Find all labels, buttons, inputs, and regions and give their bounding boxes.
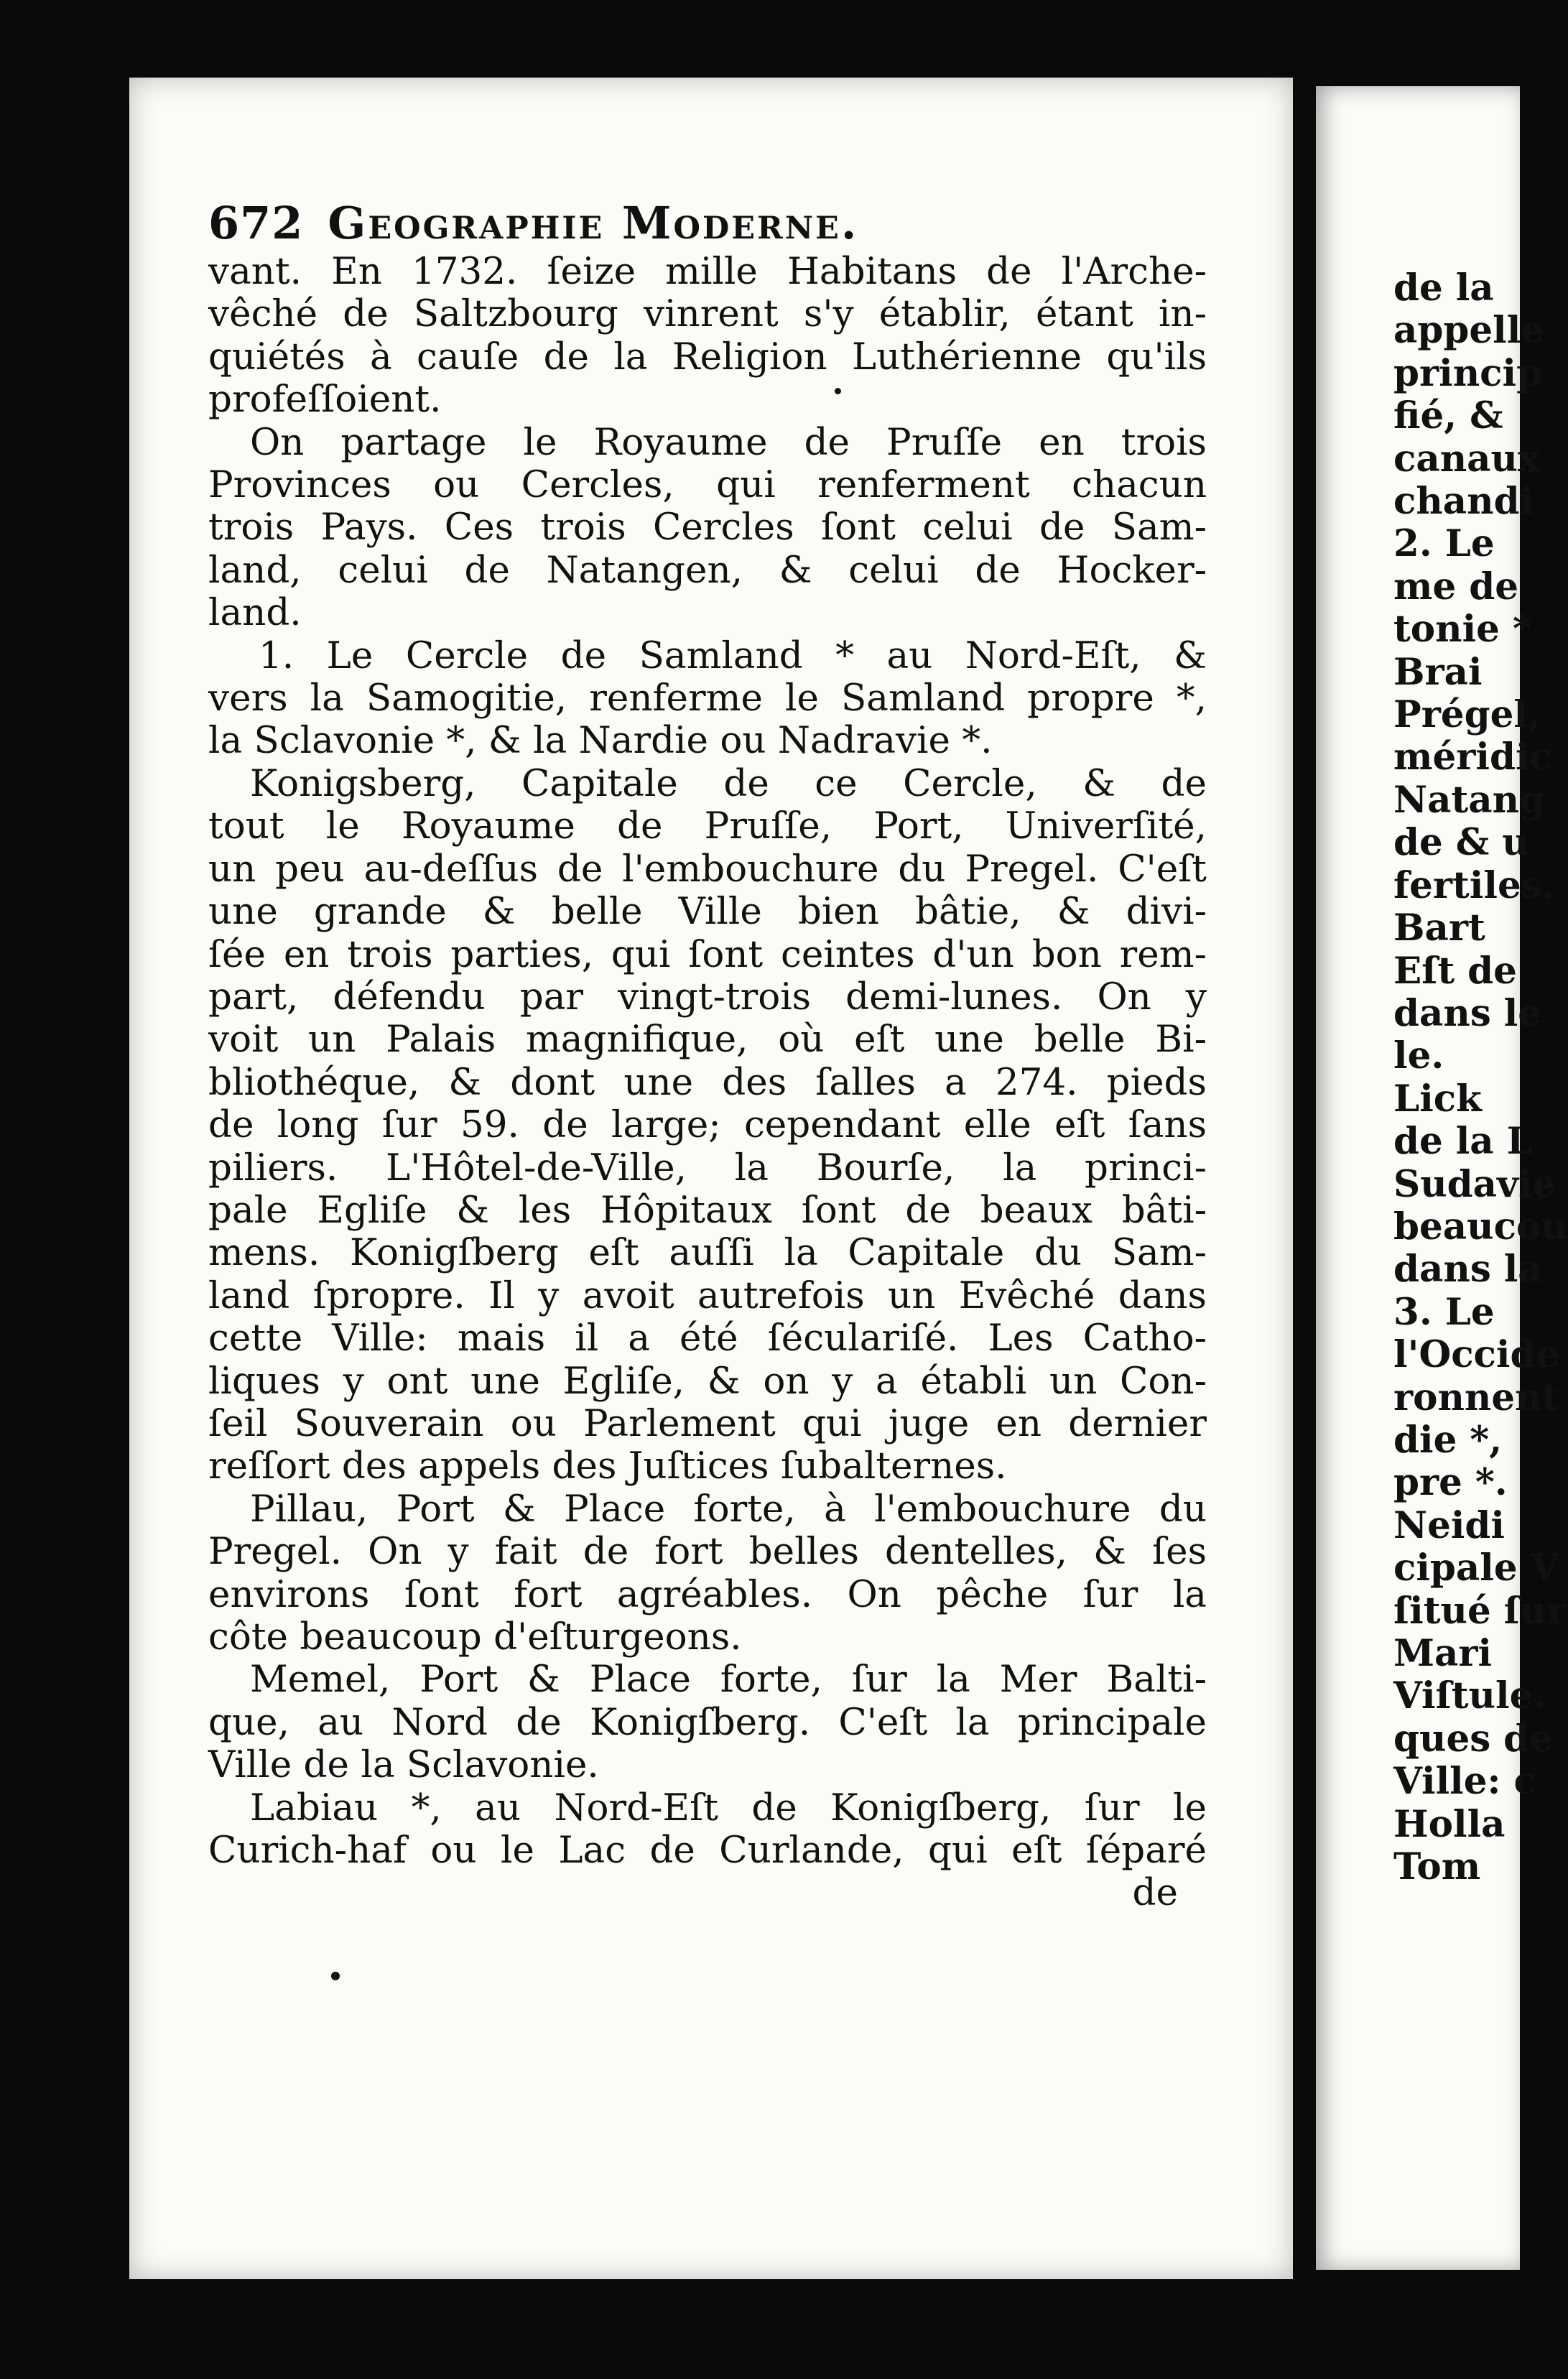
text-line-fragment: de la L (1393, 1120, 1533, 1164)
text-line-fragment: dans le (1393, 991, 1542, 1035)
text-line: Memel, Port & Place forte, ſur la Mer Balti- (250, 1658, 1207, 1702)
text-line: de long ſur 59. de large; cependant elle eſt ſans (208, 1103, 1207, 1147)
text-line-fragment: princip (1393, 351, 1543, 395)
text-line: profeſſoient. (208, 378, 442, 422)
text-line-fragment: fertiles. (1393, 863, 1555, 907)
text-line-fragment: Bart (1393, 906, 1485, 950)
text-line: mens. Konigſberg eſt auſſi la Capitale du Sam- (208, 1231, 1207, 1275)
text-line-fragment: 3. Le (1393, 1290, 1495, 1334)
text-line: Ville de la Sclavonie. (208, 1743, 599, 1787)
text-line: cette Ville: mais il a été ſéculariſé. Les Catho- (208, 1317, 1207, 1360)
text-line-fragment: cipale V (1393, 1546, 1559, 1590)
text-line: côte beaucoup d'eſturgeons. (208, 1615, 742, 1659)
text-line: piliers. L'Hôtel-de-Ville, la Bourſe, la princi- (208, 1146, 1207, 1190)
running-title: Geographie Moderne. (328, 197, 859, 249)
text-line: Curich-haf ou le Lac de Curlande, qui eſt ſéparé (208, 1829, 1207, 1873)
running-header (208, 198, 1207, 249)
text-line-fragment: 2. Le (1393, 522, 1495, 566)
text-line: Labiau *, au Nord-Eſt de Konigſberg, ſur le (250, 1786, 1207, 1830)
text-line: bliothéque, & dont une des ſalles a 274. pieds (208, 1060, 1207, 1104)
text-line: Provinces ou Cercles, qui renferment chacun (208, 463, 1207, 507)
text-line-fragment: me de (1393, 565, 1518, 608)
text-line: quiétés à cauſe de la Religion Luthérienne qu'ils (208, 335, 1207, 379)
text-line: Pregel. On y fait de fort belles dentelles, & ſes (208, 1530, 1207, 1574)
text-line: que, au Nord de Konigſberg. C'eſt la principale (208, 1700, 1207, 1744)
text-line-fragment: Sudavie (1393, 1162, 1557, 1206)
text-line-fragment: Lick (1393, 1077, 1482, 1121)
text-line: land. (208, 591, 302, 635)
text-line-fragment: de & u (1393, 821, 1529, 865)
text-line: Konigsberg, Capitale de ce Cercle, & de (250, 761, 1207, 805)
text-line-fragment: Prégel, (1393, 693, 1541, 737)
ink-speck (835, 388, 841, 394)
text-line: pale Egliſe & les Hôpitaux ſont de beaux bâti- (208, 1188, 1207, 1232)
text-line: land ſpropre. Il y avoit autrefois un Evêché dans (208, 1274, 1207, 1317)
text-line: reſſort des appels des Juſtices ſubalternes. (208, 1444, 1007, 1488)
text-line-fragment: tonie * (1393, 608, 1532, 651)
text-line: trois Pays. Ces trois Cercles ſont celui de Sam- (208, 506, 1207, 549)
text-line: On partage le Royaume de Pruſſe en trois (250, 420, 1207, 464)
text-line-fragment: ſitué ſur (1393, 1589, 1567, 1633)
text-line-fragment: pre *. (1393, 1461, 1508, 1505)
text-line-fragment: chandi (1393, 480, 1534, 524)
text-line: land, celui de Natangen, & celui de Hocker- (208, 548, 1207, 592)
text-line-fragment: beaucou (1393, 1205, 1568, 1248)
text-line: une grande & belle Ville bien bâtie, & divi- (208, 890, 1207, 934)
text-line-fragment: ques de (1393, 1717, 1553, 1761)
text-line-fragment: ronnent (1393, 1376, 1559, 1419)
ink-speck (331, 1972, 340, 1980)
text-line-fragment: Natang (1393, 778, 1546, 822)
text-line: environs ſont fort agréables. On pêche ſur la (208, 1572, 1207, 1616)
text-line-fragment: Mari (1393, 1632, 1493, 1675)
text-line: vers la Samogitie, renferme le Samland propre *, (208, 677, 1207, 720)
left-page-text (208, 198, 1207, 1915)
text-line-fragment: appelle (1393, 309, 1545, 353)
text-line: la Sclavonie *, & la Nardie ou Nadravie *. (208, 719, 993, 763)
text-line-fragment: canaux (1393, 437, 1540, 481)
text-line-fragment: Neidi (1393, 1503, 1505, 1547)
text-line-fragment: Ville: c (1393, 1760, 1536, 1804)
text-line-fragment: le. (1393, 1034, 1444, 1078)
page-number: 672 (208, 197, 304, 249)
text-line: voit un Palais magnifique, où eſt une belle Bi- (208, 1018, 1207, 1062)
text-line-fragment: Eſt de (1393, 949, 1517, 993)
text-line: ſeil Souverain ou Parlement qui juge en dernier (208, 1401, 1207, 1445)
text-line: vant. En 1732. ſeize mille Habitans de l'Arche- (208, 250, 1207, 293)
text-line: part, défendu par vingt-trois demi-lunes. On y (208, 975, 1207, 1019)
text-line-fragment: méridic (1393, 736, 1552, 779)
text-line: ſée en trois parties, qui ſont ceintes d'un bon rem- (208, 932, 1207, 976)
text-line: tout le Royaume de Pruſſe, Port, Univerſité, (208, 804, 1207, 848)
text-line-fragment: de la (1393, 266, 1494, 310)
text-line: Pillau, Port & Place forte, à l'embouchure du (250, 1487, 1207, 1531)
text-line-fragment: die *, (1393, 1418, 1503, 1462)
text-line-fragment: fié, & (1393, 394, 1503, 438)
text-column (208, 251, 1207, 1915)
right-page-text (1393, 266, 1568, 1889)
text-line-fragment: Viſtule. (1393, 1674, 1546, 1718)
text-line: un peu au-deſſus de l'embouchure du Pregel. C'eſt (208, 847, 1207, 891)
text-line-fragment: Holla (1393, 1802, 1506, 1846)
text-line: vêché de Saltzbourg vinrent s'y établir, étant in- (208, 292, 1207, 336)
text-line: de (1132, 1871, 1178, 1915)
text-line-fragment: Tom (1393, 1845, 1481, 1889)
text-line: 1. Le Cercle de Samland * au Nord-Eſt, & (259, 634, 1207, 677)
text-line: liques y ont une Egliſe, & on y a établi un Con- (208, 1359, 1207, 1403)
text-line-fragment: Brai (1393, 650, 1483, 694)
text-line-fragment: l'Occide (1393, 1333, 1560, 1377)
text-line-fragment: dans la (1393, 1248, 1542, 1291)
